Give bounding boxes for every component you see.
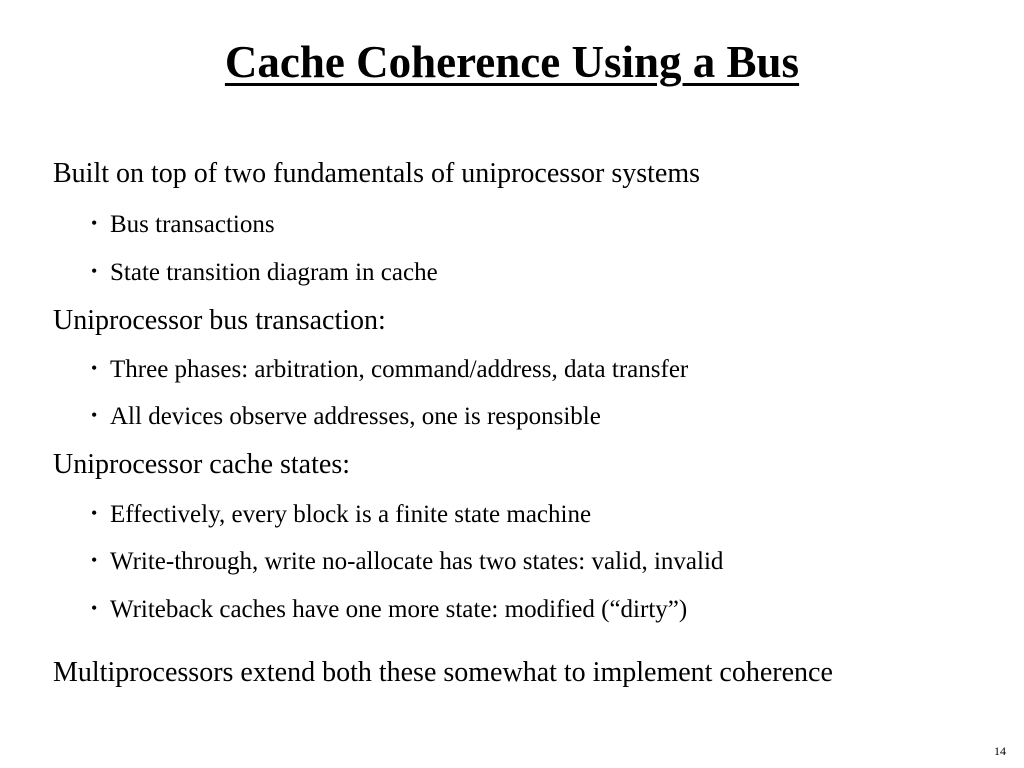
bullet-icon: • xyxy=(91,503,98,523)
point-1: Built on top of two fundamentals of uniprocessor systems xyxy=(53,158,701,189)
subpoint-text: Write-through, write no-allocate has two states: valid, invalid xyxy=(110,548,724,575)
subpoint-text: All devices observe addresses, one is responsible xyxy=(110,403,601,430)
subpoint-3-1 xyxy=(91,498,591,530)
slide-title xyxy=(0,34,1024,90)
subpoint-1-2 xyxy=(91,256,438,288)
subpoint-text: State transition diagram in cache xyxy=(110,259,438,286)
point-3: Uniprocessor cache states: xyxy=(53,449,350,480)
bullet-icon: • xyxy=(91,598,98,618)
bullet-icon: • xyxy=(91,550,98,570)
subpoint-3-2 xyxy=(91,545,723,577)
subpoint-text: Three phases: arbitration, command/address, data transfer xyxy=(110,356,689,383)
bullet-icon: • xyxy=(91,261,98,281)
bullet-icon: • xyxy=(91,405,98,425)
point-2: Uniprocessor bus transaction: xyxy=(53,305,386,336)
slide-title-text: Cache Coherence Using a Bus xyxy=(224,37,800,87)
subpoint-2-1 xyxy=(91,353,688,385)
page-number: 14 xyxy=(994,744,1006,758)
subpoint-3-3 xyxy=(91,593,687,625)
subpoint-2-2 xyxy=(91,400,601,432)
subpoint-text: Writeback caches have one more state: modified (“dirty”) xyxy=(110,596,688,623)
bullet-icon: • xyxy=(91,213,98,233)
subpoint-text: Bus transactions xyxy=(110,211,275,238)
point-4: Multiprocessors extend both these somewhat to implement coherence xyxy=(53,657,833,688)
subpoint-1-1 xyxy=(91,208,275,240)
bullet-icon: • xyxy=(91,358,98,378)
subpoint-text: Effectively, every block is a finite state machine xyxy=(110,501,592,528)
